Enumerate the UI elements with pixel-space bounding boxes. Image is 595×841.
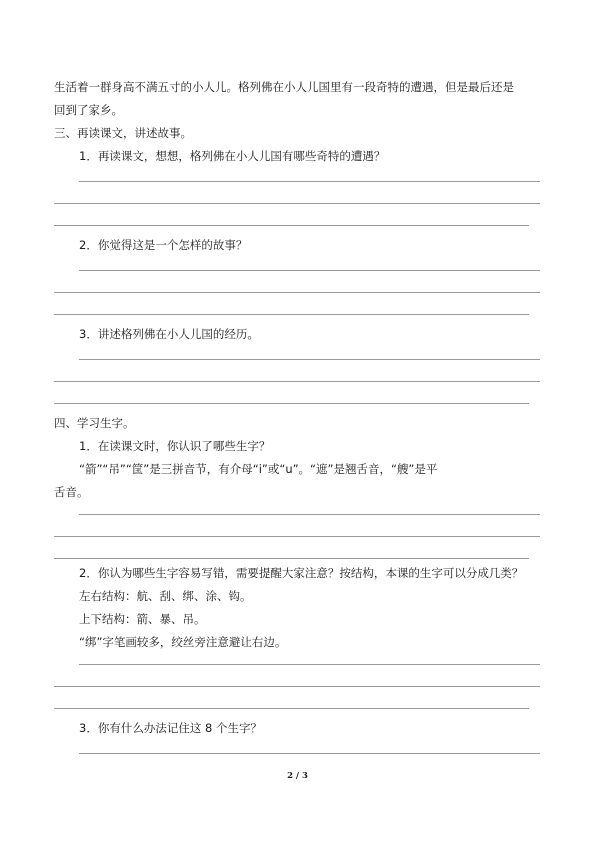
answer-line — [54, 536, 540, 537]
question-4-2: 2．你认为哪些生字容易写错，需要提醒大家注意？按结构，本课的生字可以分成几类？ — [79, 566, 524, 580]
answer-line — [79, 664, 540, 665]
page-number: 2 / 3 — [287, 771, 308, 781]
section-4-heading: 四、学习生字。 — [54, 416, 135, 430]
question-4-3: 3．你有什么办法记住这 8 个生字？ — [79, 721, 262, 735]
question-3-2: 2．你觉得这是一个怎样的故事？ — [79, 238, 248, 252]
section-3-heading: 三、再读课文，讲述故事。 — [54, 126, 192, 140]
answer-4-2-line-2: 上下结构：箭、暴、吊。 — [79, 612, 206, 626]
answer-line — [54, 225, 529, 226]
answer-4-2-line-3: “绑”字笔画较多，绞丝旁注意避让右边。 — [79, 635, 287, 649]
answer-line — [54, 292, 540, 293]
intro-line-2: 回到了家乡。 — [54, 103, 123, 117]
answer-line — [54, 203, 540, 204]
question-4-1: 1．在读课文时，你认识了哪些生字？ — [79, 439, 271, 453]
answer-line — [54, 403, 529, 404]
answer-line — [79, 359, 540, 360]
answer-line — [79, 514, 540, 515]
answer-line — [79, 753, 540, 754]
answer-4-1-line-2: 舌音。 — [54, 485, 89, 499]
answer-line — [54, 381, 540, 382]
intro-line-1: 生活着一群身高不满五寸的小人儿。格列佛在小人儿国里有一段奇特的遭遇，但是最后还是 — [54, 80, 514, 94]
answer-line — [79, 181, 540, 182]
answer-line — [54, 314, 529, 315]
answer-4-1-line-1: “箭”“吊”“筐”是三拼音节，有介母“i”或“u”。“遮”是翘舌音，“艘”是平 — [79, 462, 438, 476]
answer-line — [54, 708, 529, 709]
answer-line — [54, 558, 529, 559]
question-3-3: 3．讲述格列佛在小人儿国的经历。 — [79, 327, 259, 341]
question-3-1: 1．再读课文，想想，格列佛在小人儿国有哪些奇特的遭遇？ — [79, 149, 386, 163]
answer-4-2-line-1: 左右结构：航、刮、绑、涂、钩。 — [79, 589, 252, 603]
answer-line — [54, 686, 540, 687]
answer-line — [79, 270, 540, 271]
